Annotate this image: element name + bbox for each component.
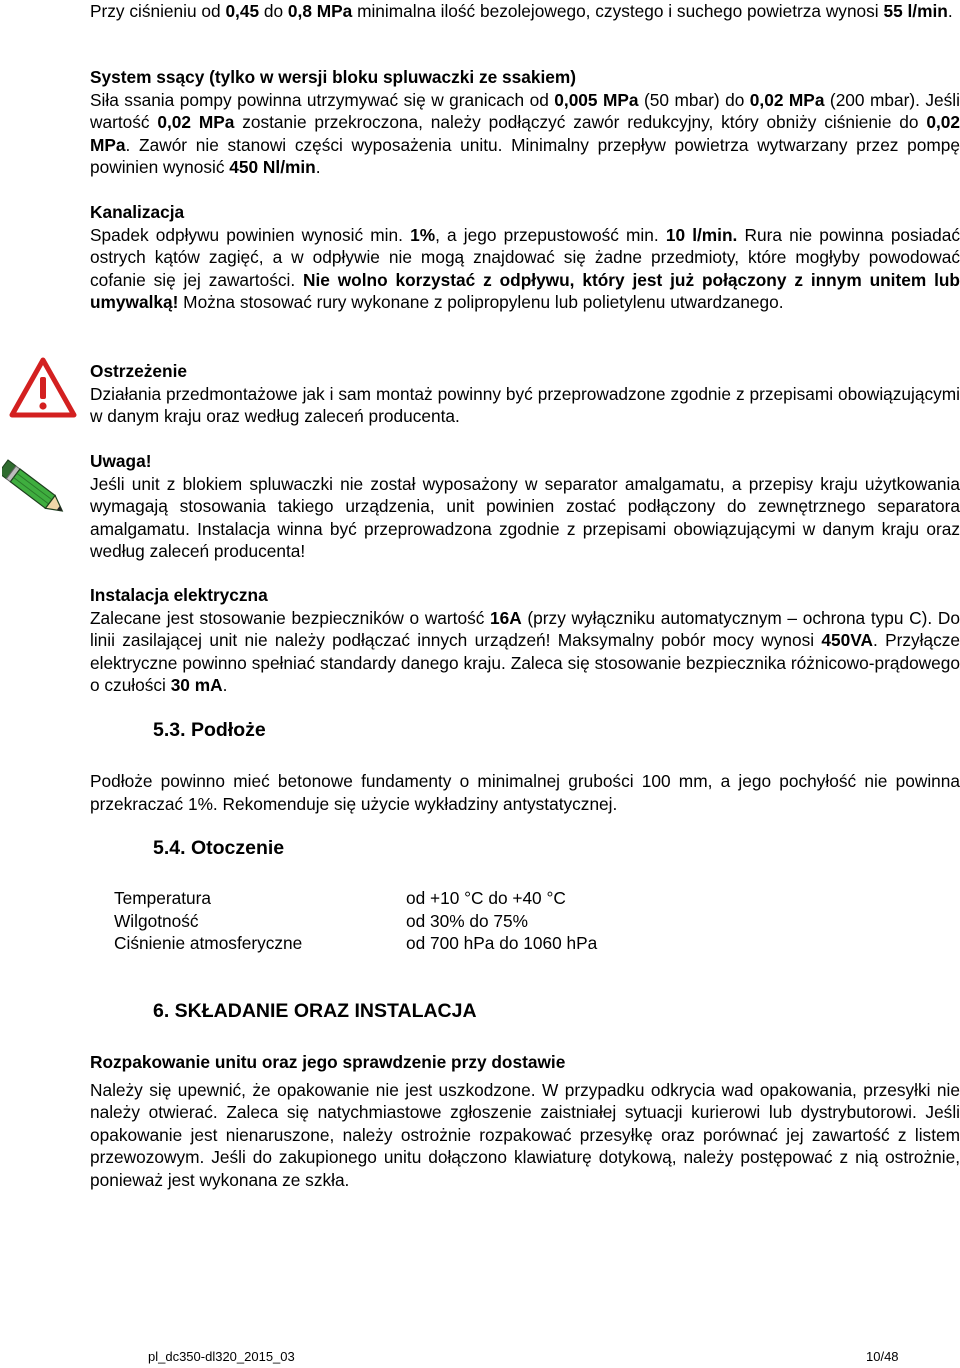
env-label: Ciśnienie atmosferyczne bbox=[114, 933, 303, 954]
note-text: Jeśli unit z blokiem spluwaczki nie został wyposażony w separator amalgamatu, a przepisy kraju użytkowania wymagają stosowania takiego urządzenia, unit powinien zostać podłączony do zewnętrznego separatora amalgamatu. Instalacja winna być przeprowadzona zgodnie z przepisami obowiązującymi w danym kraju oraz według zaleceń producenta! bbox=[90, 473, 960, 562]
assembly-subheading: Rozpakowanie unitu oraz jego sprawdzenie przy dostawie bbox=[90, 1052, 566, 1072]
electric-heading: Instalacja elektryczna bbox=[90, 585, 268, 605]
warning-text: Działania przedmontażowe jak i sam montaż powinny być przeprowadzone zgodnie z przepisami obowiązującymi w danym kraju oraz według zaleceń producenta. bbox=[90, 383, 960, 427]
environment-heading: 5.4. Otoczenie bbox=[153, 837, 285, 859]
table-row bbox=[114, 910, 597, 933]
warning-section bbox=[90, 360, 960, 428]
suction-heading: System ssący (tylko w wersji bloku spluwaczki ze ssakiem) bbox=[90, 67, 577, 87]
footer-doc-id: pl_dc350-dl320_2015_03 bbox=[148, 1349, 295, 1364]
drain-section bbox=[90, 201, 960, 314]
electric-section bbox=[90, 584, 960, 697]
warning-heading: Ostrzeżenie bbox=[90, 361, 188, 381]
footer-page-number: 10/48 bbox=[866, 1349, 899, 1364]
intro-paragraph: Przy ciśnieniu od 0,45 do 0,8 MPa minimalna ilość bezolejowego, czystego i suchego powietrza wynosi 55 l/min. bbox=[90, 1, 953, 21]
floor-heading: 5.3. Podłoże bbox=[153, 719, 266, 741]
env-label: Wilgotność bbox=[114, 910, 199, 931]
drain-heading: Kanalizacja bbox=[90, 202, 185, 222]
table-row bbox=[114, 887, 597, 910]
note-section bbox=[90, 450, 960, 563]
floor-text: Podłoże powinno mieć betonowe fundamenty o minimalnej grubości 100 mm, a jego pochyłość nie powinna przekraczać 1%. Rekomenduje się użycie wykładziny antystatycznej. bbox=[90, 771, 960, 814]
note-heading: Uwaga! bbox=[90, 451, 152, 471]
suction-text: Siła ssania pompy powinna utrzymywać się w granicach od 0,005 MPa (50 mbar) do 0,02 MPa (200 mbar). Jeśli wartość 0,02 MPa zostanie przekroczona, należy podłączyć zawór redukcyjny, który obniży ciśnienie do 0,02 MPa. Zawór nie stanowi części wyposażenia unitu. Minimalny przepływ powietrza wytwarzany przez pompę powinien wynosić 450 Nl/min. bbox=[90, 89, 960, 178]
suction-section bbox=[90, 66, 960, 179]
electric-text: Zalecane jest stosowanie bezpieczników o wartość 16A (przy wyłączniku automatycznym – ochrona typu C). Do linii zasilającej unit nie należy podłączać innych urządzeń! Maksymalny pobór mocy wynosi 450VA. Przyłącze elektryczne powinno spełniać standardy danego kraju. Zaleca się stosowanie bezpiecznika różnicowo-prądowego o czułości 30 mA. bbox=[90, 607, 960, 696]
warning-triangle-icon bbox=[9, 357, 77, 419]
env-value: od 30% do 75% bbox=[406, 910, 529, 931]
pencil-icon bbox=[2, 452, 80, 522]
assembly-heading: 6. SKŁADANIE ORAZ INSTALACJA bbox=[153, 1000, 477, 1022]
env-value: od +10 °C do +40 °C bbox=[406, 888, 566, 908]
table-row bbox=[114, 932, 597, 955]
drain-text: Spadek odpływu powinien wynosić min. 1%, a jego przepustowość min. 10 l/min. Rura nie powinna posiadać ostrych kątów zagięć, a w odpływie nie mogą znajdować się żadne przedmioty, które mogłyby powodować cofanie się jej zawartości. Nie wolno korzystać z odpływu, który jest już połączony z innym unitem lub umywalką! Można stosować rury wykonane z polipropylenu lub polietylenu utwardzanego. bbox=[90, 224, 960, 313]
assembly-text: Należy się upewnić, że opakowanie nie jest uszkodzone. W przypadku odkrycia wad opakowania, przesyłki nie należy otwierać. Zaleca się natychmiastowe zgłoszenie zaistniałej sytuacji kurierowi lub dystrybutorowi. Jeśli opakowanie jest nienaruszone, należy ostrożnie rozpakować przesyłkę oraz porównać jej zawartość z listem przewozowym. Jeśli do zakupionego unitu dołączono klawiaturę dotykową, należy postępować z nią ostrożnie, ponieważ jest wykonana ze szkła. bbox=[90, 1079, 960, 1190]
env-label: Temperatura bbox=[114, 888, 212, 908]
assembly-section bbox=[90, 1051, 960, 1192]
environment-table bbox=[114, 887, 597, 955]
env-value: od 700 hPa do 1060 hPa bbox=[406, 933, 598, 954]
